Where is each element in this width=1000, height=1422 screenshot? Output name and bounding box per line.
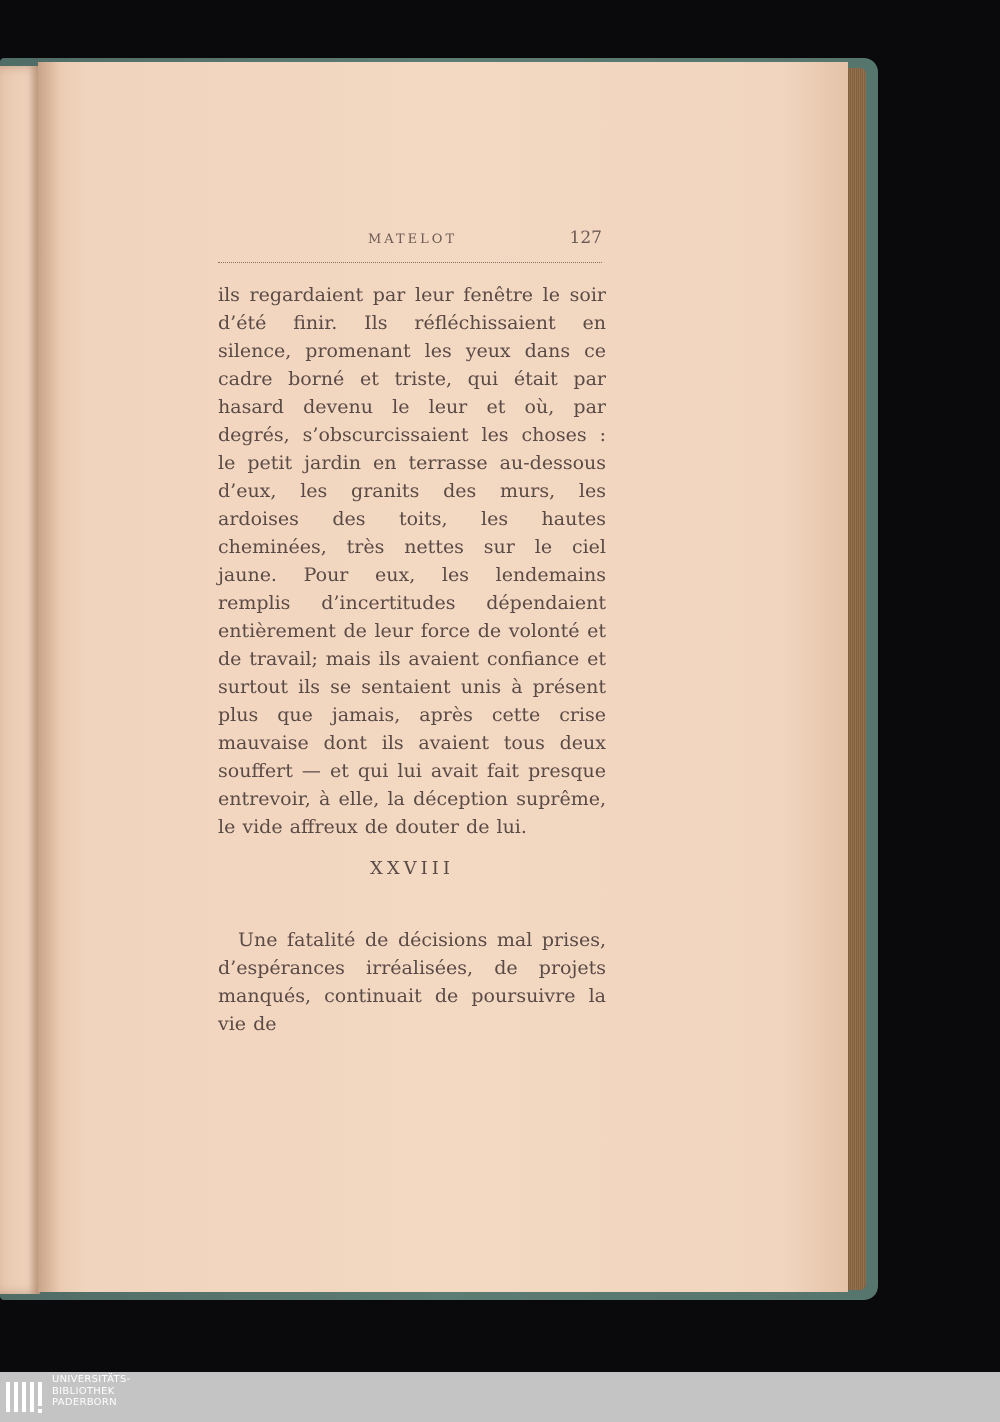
library-name <box>52 1374 131 1409</box>
page-number: 127 <box>569 228 602 248</box>
body-text-top <box>218 281 606 841</box>
running-header <box>218 226 602 263</box>
paragraph: Une fatalité de décisions mal prises, d’espérances irréalisées, de projets manqués, continuait de poursuivre la vie de <box>218 929 606 1035</box>
library-name-line: BIBLIOTHEK <box>52 1385 115 1397</box>
library-name-line: PADERBORN <box>52 1397 117 1408</box>
left-page-edge <box>0 66 40 1294</box>
library-footer <box>0 1372 1000 1422</box>
chapter-heading: XXVIII <box>370 858 454 879</box>
library-name-line: UNIVERSITÄTS- <box>52 1374 131 1385</box>
library-logo-icon <box>6 1378 50 1416</box>
running-title: MATELOT <box>368 232 458 247</box>
paragraph: ils regardaient par leur fenêtre le soir d’été finir. Ils réfléchissaient en silence, promenant les yeux dans ce cadre borné et triste, qui était par hasard devenu le leur et où, par degrés, s’obscurcissaient les choses : le petit jardin en terrasse au-dessous d’eux, les granits des murs, les ardoises des toits, les hautes cheminées, très nettes sur le ciel jaune. Pour eux, les lendemains remplis d’incertitudes dépendaient entièrement de leur force de volonté et de travail; mais ils avaient confiance et surtout ils se sentaient unis à présent plus que jamais, après cette crise mauvaise dont ils avaient tous deux souffert — et qui lui avait fait presque entrevoir, à elle, la déception suprême, le vide affreux de douter de lui. <box>218 284 606 838</box>
body-text-bottom <box>218 926 606 1038</box>
gutter-shadow <box>38 62 60 1292</box>
